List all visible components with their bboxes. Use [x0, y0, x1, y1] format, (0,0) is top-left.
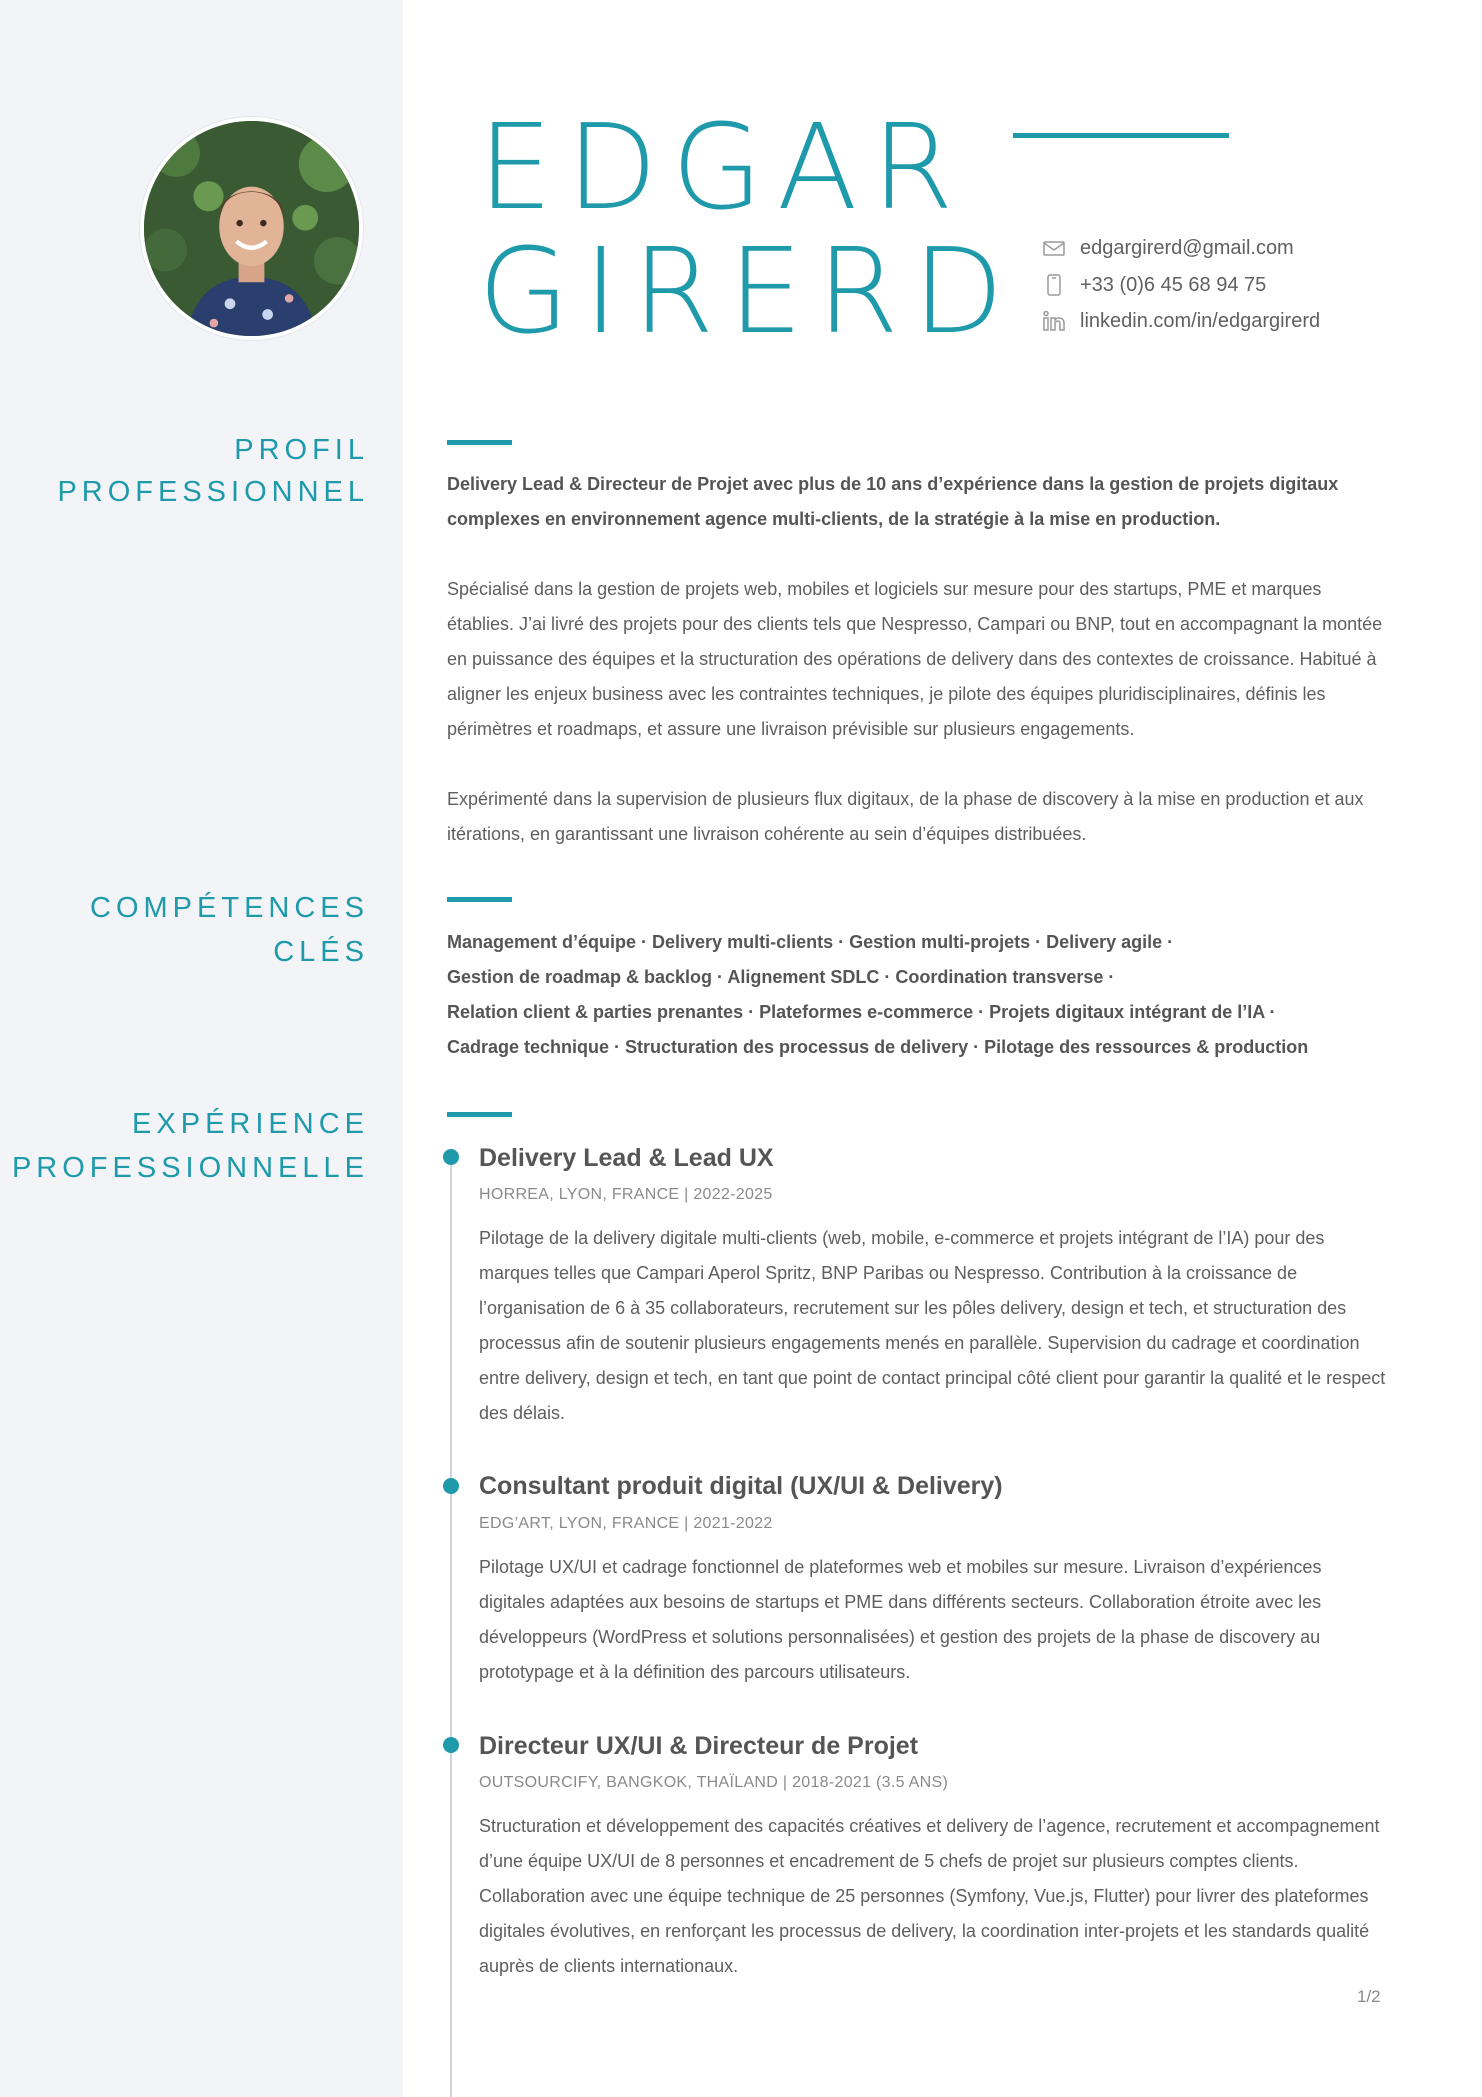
skills-line: Relation client & parties prenantes · Plateformes e-commerce · Projets digitaux intégrant de l’IA ·	[447, 1002, 1276, 1022]
section-title-experience-line1: EXPÉRIENCE	[132, 1108, 369, 1140]
page-number: 1/2	[1357, 1987, 1381, 2006]
skills-line: Gestion de roadmap & backlog · Alignement SDLC · Coordination transverse ·	[447, 967, 1115, 987]
phone-number[interactable]: +33 (0)6 45 68 94 75	[1080, 274, 1267, 296]
timeline-dot	[443, 1149, 459, 1165]
job-company-meta: HORREA, LYON, FRANCE | 2022-2025	[479, 1186, 773, 1203]
job-description: Pilotage UX/UI et cadrage fonctionnel de plateformes web et mobiles sur mesure. Livraison d’expériences digitales adaptées aux besoins de startups et PME dans différents secteurs. Collaboration étroite avec les développeurs (WordPress et solutions personnalisées) et gestion des projets de la phase de discovery au prototypage et à la définition des parcours utilisateurs.	[479, 1557, 1322, 1682]
job-company-meta: OUTSOURCIFY, BANGKOK, THAÏLAND | 2018-2021 (3.5 ANS)	[479, 1774, 949, 1791]
section-rule-skills	[447, 897, 512, 902]
section-rule-profile	[447, 440, 512, 445]
linkedin-link[interactable]: linkedin.com/in/edgargirerd	[1080, 310, 1321, 332]
skills-line: Management d’équipe · Delivery multi-clients · Gestion multi-projets · Delivery agile ·	[447, 932, 1174, 952]
job-description: Structuration et développement des capacités créatives et delivery de l’agence, recrutement et accompagnement d’une équipe UX/UI de 8 personnes et encadrement de 5 chefs de projet sur plusieurs comptes clients. Collaboration avec une équipe technique de 25 personnes (Symfony, Vue.js, Flutter) pour livrer des plateformes digitales évolutives, en renforçant les processus de delivery, la coordination inter-projets et les standards qualité auprès de clients internationaux.	[479, 1816, 1380, 1976]
mobile-phone-icon	[1042, 273, 1066, 297]
profile-body-paragraph-1: Spécialisé dans la gestion de projets web, mobiles et logiciels sur mesure pour des startups, PME et marques établies. J’ai livré des projets pour des clients tels que Nespresso, Campari ou BNP, tout en accompagnant la montée en puissance des équipes et la structuration des opérations de delivery dans des contextes de croissance. Habitué à aligner les enjeux business avec les contraintes techniques, je pilote des équipes pluridisciplinaires, définis les périmètres et roadmaps, et assure une livraison prévisible sur plusieurs engagements.	[447, 579, 1383, 739]
job-title: Directeur UX/UI & Directeur de Projet	[479, 1732, 919, 1760]
section-rule-experience	[447, 1112, 512, 1117]
skills-list	[447, 925, 1407, 1065]
skills-line: Cadrage technique · Structuration des processus de delivery · Pilotage des ressources & production	[447, 1037, 1309, 1057]
linkedin-icon	[1042, 309, 1066, 333]
envelope-icon	[1042, 236, 1066, 260]
timeline-dot	[443, 1478, 459, 1494]
job-title: Consultant produit digital (UX/UI & Delivery)	[479, 1472, 1003, 1500]
section-title-skills-line1: COMPÉTENCES	[90, 892, 369, 924]
name-accent-rule	[1013, 133, 1229, 138]
profile-summary: Delivery Lead & Directeur de Projet avec plus de 10 ans d’expérience dans la gestion de projets digitaux complexes en environnement agence multi-clients, de la stratégie à la mise en production.	[447, 474, 1339, 529]
first-name: EDGAR	[478, 98, 968, 236]
profile-photo	[140, 117, 363, 340]
section-title-skills-line2: CLÉS	[273, 936, 369, 968]
experience-timeline	[450, 1158, 452, 2097]
profile-body-paragraph-2: Expérimenté dans la supervision de plusieurs flux digitaux, de la phase de discovery à la mise en production et aux itérations, en garantissant une livraison cohérente au sein d’équipes distribuées.	[447, 789, 1364, 844]
last-name: GIRERD	[478, 222, 1018, 360]
section-title-profile-line1: PROFIL	[234, 434, 369, 466]
section-title-experience-line2: PROFESSIONNELLE	[11, 1152, 369, 1184]
job-company-meta: EDG’ART, LYON, FRANCE | 2021-2022	[479, 1515, 773, 1532]
email-link[interactable]: edgargirerd@gmail.com	[1080, 237, 1294, 259]
timeline-dot	[443, 1737, 459, 1753]
job-title: Delivery Lead & Lead UX	[479, 1144, 774, 1172]
portrait-illustration	[144, 121, 359, 336]
section-title-profile-line2: PROFESSIONNEL	[57, 476, 369, 508]
job-description: Pilotage de la delivery digitale multi-clients (web, mobile, e-commerce et projets intégrant de l’IA) pour des marques telles que Campari Aperol Spritz, BNP Paribas ou Nespresso. Contribution à la croissance de l’organisation de 6 à 35 collaborateurs, recrutement sur les pôles delivery, design et tech, et structuration des processus afin de soutenir plusieurs engagements menés en parallèle. Supervision du cadrage et coordination entre delivery, design et tech, en tant que point de contact principal côté client pour garantir la qualité et le respect des délais.	[479, 1228, 1386, 1423]
